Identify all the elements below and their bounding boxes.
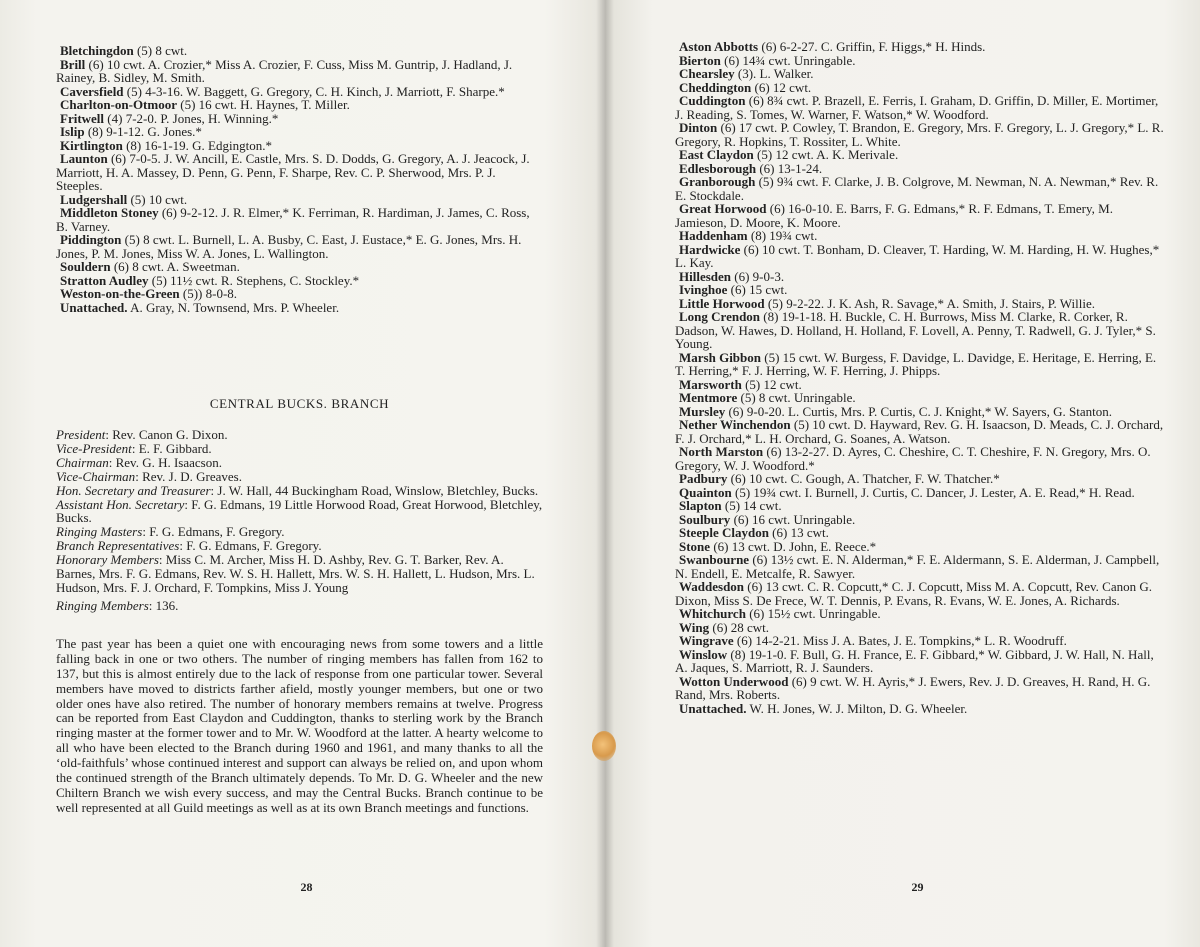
officer-line: Honorary Members: Miss C. M. Archer, Miss H. D. Ashby, Rev. G. T. Barker, Rev. A. Barnes, Mrs. F. G. Edmans, Rev. W. S. H. Hallett, Mrs. W. S. H. Hallett, L. Hudson, Mrs. L. Hudson, Mrs. F. J. Orchard, F. Tompkins, Miss J. Young: [56, 552, 535, 595]
tower-details: (5) 14 cwt.: [724, 498, 782, 513]
tower-entry: [56, 152, 543, 193]
tower-entry: [675, 513, 1164, 527]
tower-name: Weston-on-the-Green: [60, 286, 180, 301]
officer-value: Rev. Canon G. Dixon.: [112, 427, 228, 442]
tower-entry: [675, 405, 1164, 419]
tower-name: Marsh Gibbon: [679, 349, 761, 365]
ringing-members-count: 136.: [155, 597, 179, 613]
tower-name: Bletchingdon: [60, 43, 134, 58]
tower-name: Hillesden: [679, 268, 732, 284]
tower-name: Mursley: [679, 403, 726, 419]
tower-details: (6) 7-0-5. J. W. Ancill, E. Castle, Mrs. S. D. Dodds, G. Gregory, A. J. Jeacock, J. Marriott, H. A. Massey, D. Penn, G. Penn, F. Sharpe, Rev. C. P. Sherwood, Mrs. P. J. Steeples.: [56, 151, 530, 193]
tower-name: Cheddington: [679, 79, 752, 95]
officer-role: Branch Representatives: [56, 538, 180, 554]
tower-entry: [56, 260, 543, 274]
officer-value: E. F. Gibbard.: [138, 440, 212, 456]
tower-name: Kirtlington: [60, 137, 123, 153]
tower-details: (6) 13-1-24.: [759, 160, 823, 176]
tower-entry: [675, 94, 1164, 121]
officer-value: Rev. G. H. Isaacson.: [115, 454, 222, 470]
tower-entry: [675, 54, 1164, 68]
branch-heading: CENTRAL BUCKS. BRANCH: [209, 396, 390, 411]
tower-entry: [56, 112, 543, 126]
tower-name: Hardwicke: [679, 241, 741, 257]
tower-name: Little Horwood: [679, 295, 765, 311]
tower-entry: [675, 162, 1164, 176]
page-29: [605, 0, 1200, 947]
tower-entry: [675, 553, 1164, 580]
tower-name: Winslow: [679, 646, 728, 662]
tower-entry: [675, 202, 1164, 229]
tower-details: (5) 12 cwt. A. K. Merivale.: [757, 147, 899, 162]
tower-details: (6) 13-2-27. D. Ayres, C. Cheshire, C. T. Cheshire, F. N. Gregory, Mrs. O. Gregory, W. J. Woodford.*: [675, 444, 1151, 473]
tower-details: (5) 4-3-16. W. Baggett, G. Gregory, C. H. Kinch, J. Marriott, F. Sharpe.*: [126, 83, 505, 99]
tower-details: (5) 19¾ cwt. I. Burnell, J. Curtis, C. Dancer, J. Lester, A. E. Read,* H. Read.: [735, 484, 1135, 500]
officer-role: Chairman: [56, 454, 109, 470]
officer-value: F. G. Edmans, F. Gregory.: [186, 538, 322, 554]
tower-details: (6) 13½ cwt. E. N. Alderman,* F. E. Aldermann, S. E. Alderman, J. Campbell, N. Endell, E. Metcalfe, R. Sawyer.: [675, 552, 1160, 581]
tower-entry: [675, 391, 1164, 405]
tower-name: Swanbourne: [679, 552, 750, 567]
tower-entry: [56, 58, 543, 85]
officer-line: Hon. Secretary and Treasurer: J. W. Hall, 44 Buckingham Road, Winslow, Bletchley, Bucks.: [56, 482, 539, 498]
tower-details: (5) 15 cwt. W. Burgess, F. Davidge, L. Davidge, E. Heritage, E. Herring, E. T. Herring,* F. J. Herring, W. F. Herring, J. Phipps.: [675, 349, 1157, 378]
tower-entry: [675, 148, 1164, 162]
officer-role: Hon. Secretary and Treasurer: [56, 482, 211, 498]
officer-value: Miss C. M. Archer, Miss H. D. Ashby, Rev. G. T. Barker, Rev. A. Barnes, Mrs. F. G. Edmans, Rev. W. S. H. Hallett, Mrs. W. S. H. Hallett, L. Hudson, Mrs. L. Hudson, Mrs. F. J. Orchard, F. Tompkins, Miss J. Young: [56, 552, 535, 595]
tower-details: (6) 10 cwt. A. Crozier,* Miss A. Crozier, F. Cuss, Miss M. Guntrip, J. Hadland, J. Rainey, B. Sidley, M. Smith.: [56, 56, 513, 85]
tower-details: (6) 9-0-20. L. Curtis, Mrs. P. Curtis, C. J. Knight,* W. Sayers, G. Stanton.: [728, 403, 1112, 419]
tower-entry: [56, 233, 543, 260]
officer-role: Vice-Chairman: [56, 468, 136, 484]
tower-name: Chearsley: [679, 66, 735, 81]
tower-name: Fritwell: [60, 110, 105, 126]
tower-details: (6) 14¾ cwt. Unringable.: [724, 52, 856, 68]
tower-details: (5) 8 cwt. Unringable.: [740, 390, 856, 405]
tower-entry: [675, 702, 1164, 716]
tower-details: (8) 19-1-0. F. Bull, G. H. France, E. F. Gibbard,* W. Gibbard, J. W. Hall, N. Hall, A. Jaques, S. Marriott, R. J. Saunders.: [675, 646, 1154, 675]
officer-line: Assistant Hon. Secretary: F. G. Edmans, 19 Little Horwood Road, Great Horwood, Bletchley, Bucks.: [56, 496, 543, 526]
tower-details: (6) 8¾ cwt. P. Brazell, E. Ferris, I. Graham, D. Griffin, D. Miller, E. Mortimer, J. Reading, S. Tomes, W. Warner, F. Watson,* W. Woodford.: [675, 93, 1159, 122]
officer-value: J. W. Hall, 44 Buckingham Road, Winslow, Bletchley, Bucks.: [217, 482, 539, 498]
tower-entry: [675, 486, 1164, 500]
tower-details: (6) 15 cwt.: [730, 282, 788, 297]
tower-details: (5) 9¾ cwt. F. Clarke, J. B. Colgrove, M. Newman, N. A. Newman,* Rev. R. E. Stockdale.: [675, 174, 1159, 203]
tower-details: (6) 13 cwt.: [772, 525, 829, 540]
tower-details: (6) 14-2-21. Miss J. A. Bates, J. E. Tompkins,* L. R. Woodruff.: [736, 633, 1067, 648]
tower-name: Wing: [679, 619, 710, 635]
tower-entry: [675, 445, 1164, 472]
tower-name: Bierton: [679, 52, 721, 68]
tower-entry: [56, 193, 543, 207]
tower-details: (5) 11½ cwt. R. Stephens, C. Stockley.*: [151, 272, 360, 288]
tower-name: Stone: [679, 538, 711, 554]
tower-entry: [675, 499, 1164, 513]
officer-line: Vice-President: E. F. Gibbard.: [56, 440, 212, 456]
tower-entry: [675, 40, 1164, 54]
officer-value: Rev. J. D. Greaves.: [142, 468, 242, 484]
officer-role: Vice-President: [56, 440, 132, 456]
tower-entry: [56, 139, 543, 153]
tower-details: (5)) 8-0-8.: [182, 286, 238, 301]
tower-name: Marsworth: [679, 376, 742, 392]
tower-details: (6) 13 cwt. C. R. Copcutt,* C. J. Copcutt, Miss M. A. Copcutt, Rev. Canon G. Dixon, Miss S. De Frece, W. T. Dennis, P. Evans, R. Evans, W. E. Jones, A. Richards.: [675, 579, 1152, 608]
branch-report: The past year has been a quiet one with encouraging news from some towers and a little falling back in one or two others. The number of ringing members has fallen from 162 to 137, but this is almost entirely due to the lack of response from one particular tower. Several members have moved to districts farther afield, mostly younger members, but one or two older ones have also retired. The number of honorary members remains at twelve. Progress can be reported from East Claydon and Cuddington, thanks to sterling work by the Branch ringing master at the former tower and to Mr. W. Woodford at the latter. A hearty welcome to all who have been elected to the Branch during 1960 and 1961, and many thanks to all the ‘old-faithfuls’ whose continued interest and support can always be relied on, and upon whom the continued strength of the Branch ultimately depends. To Mr. D. G. Wheeler and the new Chiltern Branch we wish every success, and may the Central Bucks. Branch continue to be well represented at all Guild meetings as well as at its own Branch meetings and functions.: [56, 635, 543, 815]
tower-entry: [675, 310, 1164, 351]
tower-name: Launton: [60, 151, 108, 166]
tower-name: Edlesborough: [679, 160, 757, 176]
tower-name: Waddesdon: [679, 579, 745, 594]
tower-details: (5) 10 cwt. D. Hayward, Rev. G. H. Isaacson, D. Meads, C. J. Orchard, F. J. Orchard,* L. H. Orchard, G. Soanes, A. Watson.: [675, 417, 1164, 446]
tower-entry: [675, 418, 1164, 445]
tower-details: (5) 10 cwt.: [130, 191, 188, 207]
tower-details: (6) 9 cwt. W. H. Ayris,* J. Ewers, Rev. J. D. Greaves, H. Rand, H. G. Rand, Mrs. Roberts.: [675, 673, 1151, 702]
officer-role: Ringing Masters: [56, 524, 143, 540]
tower-details: (6) 6-2-27. C. Griffin, F. Higgs,* H. Hinds.: [761, 39, 986, 54]
tower-details: (6) 8 cwt. A. Sweetman.: [113, 259, 240, 274]
tower-entry: [56, 206, 543, 233]
tower-entry: [675, 229, 1164, 243]
tower-details: (6) 13 cwt. D. John, E. Reece.*: [713, 538, 877, 554]
left-tower-list: [56, 44, 543, 314]
tower-entry: [675, 243, 1164, 270]
tower-name: North Marston: [679, 444, 764, 459]
tower-entry: [675, 526, 1164, 540]
tower-entry: [675, 283, 1164, 297]
tower-entry: [675, 607, 1164, 621]
officer-line: Vice-Chairman: Rev. J. D. Greaves.: [56, 468, 242, 484]
tower-details: (6) 9-0-3.: [734, 268, 785, 284]
tower-name: Wotton Underwood: [679, 673, 789, 689]
tower-name: Great Horwood: [679, 201, 767, 216]
tower-entry: [56, 44, 543, 58]
tower-name: Quainton: [679, 484, 732, 500]
tower-details: (6) 28 cwt.: [712, 619, 770, 635]
tower-details: (6) 15½ cwt. Unringable.: [749, 606, 881, 621]
page-number-right: 29: [911, 880, 924, 894]
tower-details: (4) 7-2-0. P. Jones, H. Winning.*: [107, 110, 279, 126]
tower-name: Souldern: [60, 259, 111, 274]
tower-entry: [675, 634, 1164, 648]
officer-line: Branch Representatives: F. G. Edmans, F. Gregory.: [56, 538, 322, 554]
tower-name: Islip: [60, 124, 85, 139]
tower-entry: [675, 580, 1164, 607]
tower-details: (5) 9-2-22. J. K. Ash, R. Savage,* A. Smith, J. Stairs, P. Willie.: [767, 295, 1095, 311]
officer-role: Honorary Members: [56, 552, 159, 568]
officer-role: President: [56, 427, 106, 442]
tower-name: Middleton Stoney: [60, 205, 159, 220]
tower-entry: [56, 125, 543, 139]
tower-entry: [675, 67, 1164, 81]
officer-role: Assistant Hon. Secretary: [56, 496, 185, 512]
tower-entry: [675, 378, 1164, 392]
tower-details: (6) 9-2-12. J. R. Elmer,* K. Ferriman, R. Hardiman, J. James, C. Ross, B. Varney.: [56, 205, 530, 234]
tower-details: (8) 9-1-12. G. Jones.*: [87, 124, 202, 139]
tower-name: Dinton: [679, 120, 718, 135]
tower-entry: [675, 621, 1164, 635]
tower-name: Charlton-on-Otmoor: [60, 97, 177, 112]
tower-name: Haddenham: [679, 228, 748, 243]
officer-line: Chairman: Rev. G. H. Isaacson.: [56, 454, 222, 470]
tower-entry: [675, 81, 1164, 95]
tower-details: (5) 8 cwt. L. Burnell, L. A. Busby, C. East, J. Eustace,* E. G. Jones, Mrs. H. Jones, P. M. Jones, Miss W. A. Jones, L. Wallington.: [56, 232, 522, 261]
tower-name: Granborough: [679, 174, 756, 189]
tower-details: (6) 16-0-10. E. Barrs, F. G. Edmans,* R. F. Edmans, T. Emery, M. Jamieson, D. Moore, K. Moore.: [675, 201, 1113, 230]
tower-entry: [675, 648, 1164, 675]
page-number-left: 28: [300, 880, 313, 894]
tower-name: Unattached.: [679, 700, 747, 716]
tower-details: (5) 12 cwt.: [745, 376, 802, 392]
tower-entry: [675, 675, 1164, 702]
tower-entry: [675, 472, 1164, 486]
tower-name: Padbury: [679, 471, 728, 486]
tower-details: (8) 19-1-18. H. Buckle, C. H. Burrows, Miss M. Clarke, R. Corker, R. Dadson, W. Hawes, D. Holland, H. Holland, F. Lovell, A. Penny, T. Radwell, G. J. Tyler,* S. Young.: [675, 309, 1156, 351]
tower-entry: [56, 301, 543, 315]
tower-details: (3). L. Walker.: [737, 66, 814, 81]
officer-value: F. G. Edmans, F. Gregory.: [149, 524, 285, 540]
tower-entry: [675, 540, 1164, 554]
tower-name: Unattached.: [60, 299, 128, 315]
tower-name: Ludgershall: [60, 191, 128, 207]
tower-entry: [56, 85, 543, 99]
officer-line: President: Rev. Canon G. Dixon.: [56, 427, 228, 442]
tower-entry: [56, 274, 543, 288]
staple-stain: [592, 731, 616, 761]
tower-entry: [675, 270, 1164, 284]
right-tower-list: [675, 40, 1164, 715]
tower-details: (6) 10 cwt. T. Bonham, D. Cleaver, T. Harding, W. M. Harding, H. W. Hughes,* L. Kay.: [675, 241, 1160, 270]
ringing-members: Ringing Members: 136.: [56, 597, 179, 613]
officer-line: Ringing Masters: F. G. Edmans, F. Gregory.: [56, 524, 285, 540]
ringing-members-label: Ringing Members: [56, 597, 149, 613]
tower-name: Stratton Audley: [60, 272, 149, 288]
tower-details: (6) 12 cwt.: [754, 79, 812, 95]
tower-name: Brill: [60, 56, 86, 72]
tower-entry: [675, 175, 1164, 202]
tower-name: Soulbury: [679, 511, 731, 527]
tower-details: A. Gray, N. Townsend, Mrs. P. Wheeler.: [130, 299, 340, 315]
tower-name: Caversfield: [60, 83, 124, 99]
tower-name: Aston Abbotts: [679, 39, 759, 54]
tower-name: Slapton: [679, 498, 722, 513]
tower-details: W. H. Jones, W. J. Milton, D. G. Wheeler.: [749, 700, 968, 716]
tower-entry: [56, 287, 543, 301]
tower-name: East Claydon: [679, 147, 754, 162]
officer-value: F. G. Edmans, 19 Little Horwood Road, Great Horwood, Bletchley, Bucks.: [56, 496, 543, 526]
tower-name: Whitchurch: [679, 606, 746, 621]
tower-details: (6) 10 cwt. C. Gough, A. Thatcher, F. W. Thatcher.*: [730, 471, 1000, 486]
tower-name: Long Crendon: [679, 309, 761, 324]
tower-details: (5) 8 cwt.: [136, 43, 188, 58]
tower-entry: [56, 98, 543, 112]
tower-entry: [675, 297, 1164, 311]
tower-name: Wingrave: [679, 633, 734, 648]
tower-entry: [675, 351, 1164, 378]
tower-details: (8) 19¾ cwt.: [750, 228, 818, 243]
tower-name: Ivinghoe: [679, 282, 728, 297]
tower-details: (6) 16 cwt. Unringable.: [733, 511, 856, 527]
tower-name: Mentmore: [679, 390, 738, 405]
tower-name: Cuddington: [679, 93, 746, 108]
tower-entry: [675, 121, 1164, 148]
tower-name: Nether Winchendon: [679, 417, 791, 432]
officers-list: [56, 428, 543, 595]
tower-name: Steeple Claydon: [679, 525, 769, 540]
tower-details: (5) 16 cwt. H. Haynes, T. Miller.: [180, 97, 350, 112]
tower-details: (8) 16-1-19. G. Edgington.*: [126, 137, 272, 153]
tower-details: (6) 17 cwt. P. Cowley, T. Brandon, E. Gregory, Mrs. F. Gregory, L. J. Gregory,* L. R. Gregory, R. Hopkins, T. Rossiter, L. White.: [675, 120, 1164, 149]
tower-name: Piddington: [60, 232, 122, 247]
